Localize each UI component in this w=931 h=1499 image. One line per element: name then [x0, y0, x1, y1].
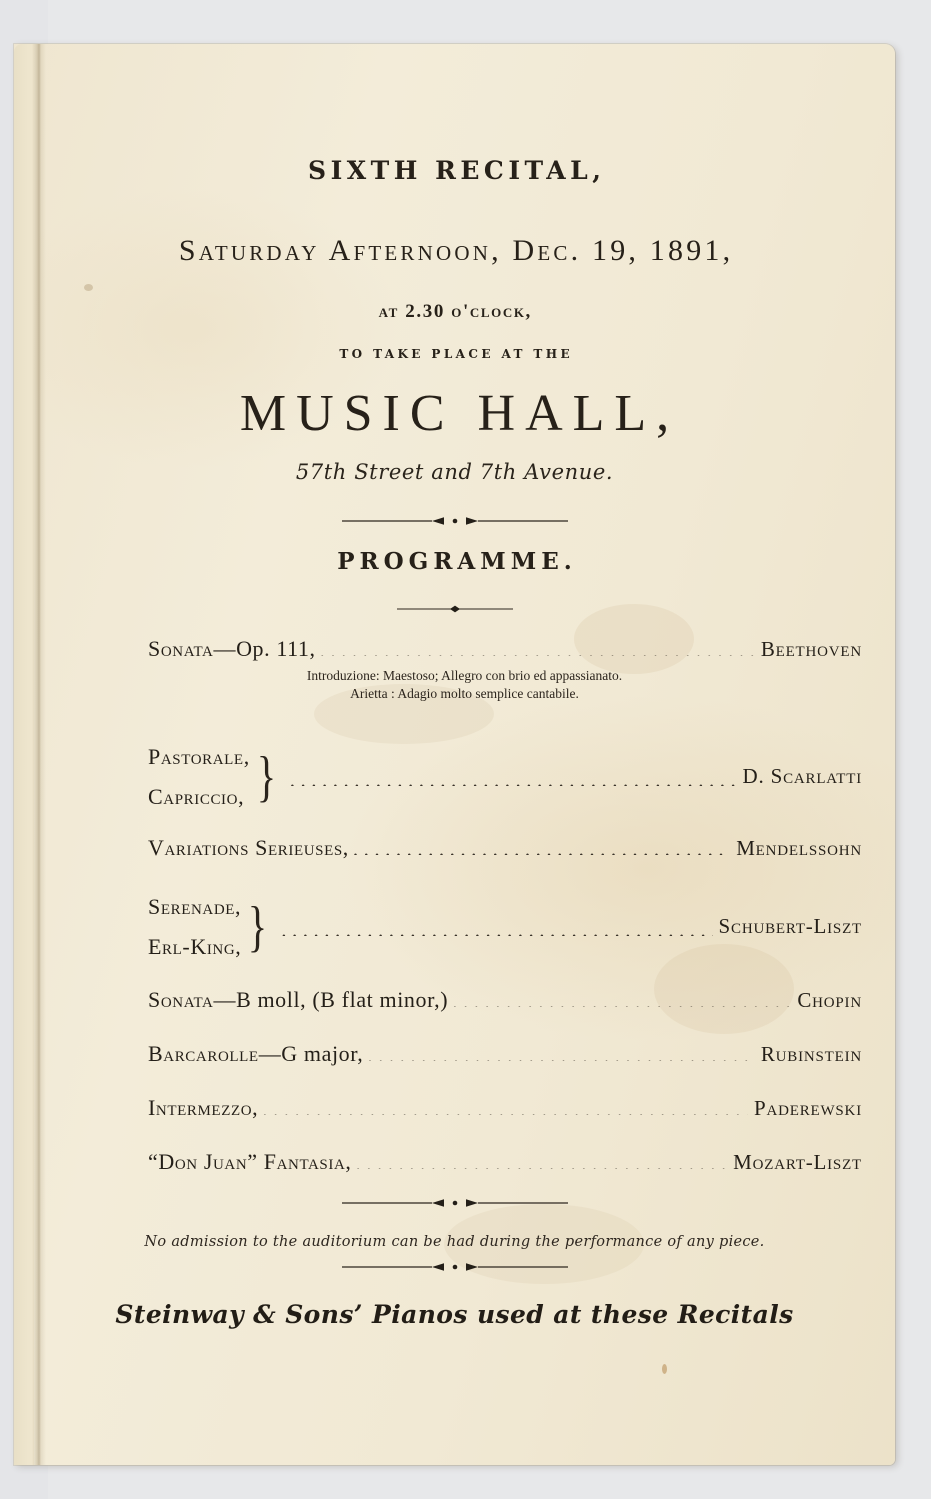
- grouped-piece-titles: [148, 737, 250, 817]
- date-line: Saturday Afternoon, Dec. 19, 1891,: [178, 234, 734, 267]
- programme-entry: [14, 887, 895, 967]
- piece-title: Barcarolle—G major,: [148, 1040, 364, 1066]
- programme-entry: [14, 636, 895, 703]
- programme-entry: [14, 737, 895, 817]
- piece-title: Sonata—B moll, (B flat minor,): [148, 986, 449, 1012]
- piece-title: Pastorale,: [148, 743, 250, 769]
- dot-leader: [452, 991, 791, 1007]
- composer-name: D. Scarlatti: [742, 764, 862, 789]
- composer-name: Paderewski: [753, 1095, 862, 1120]
- piece-detail: —Op. 111,: [213, 636, 316, 661]
- divider-above-note: [14, 1196, 895, 1210]
- take-place-line: TO TAKE PLACE AT THE: [339, 347, 574, 361]
- divider-below-note: [14, 1260, 895, 1274]
- programme-list: [14, 636, 895, 1175]
- dot-leader: [356, 1153, 728, 1169]
- piece-title: Erl-King,: [148, 933, 242, 959]
- movement-line: Arietta : Adagio molto semplice cantabile.: [350, 685, 579, 701]
- composer-name: Schubert-Liszt: [718, 914, 862, 939]
- programme-heading: PROGRAMME.: [337, 548, 577, 575]
- piece-title: “Don Juan” Fantasia,: [148, 1148, 352, 1174]
- admission-note: No admission to the auditorium can be had during the performance of any piece.: [144, 1234, 765, 1250]
- programme-entry: [14, 1095, 895, 1121]
- grouped-piece-titles: [148, 887, 241, 967]
- programme-paper-leaf: [14, 44, 895, 1465]
- grouping-brace-icon: }: [256, 745, 276, 808]
- composer-name: Rubinstein: [760, 1041, 862, 1066]
- programme-entry: [14, 1149, 895, 1175]
- dot-leader: [262, 1099, 748, 1115]
- piece-title: Capriccio,: [148, 783, 245, 809]
- divider-below-programme: [14, 602, 895, 616]
- programme-entry: [14, 987, 895, 1013]
- steinway-credit-line: Steinway & Sons’ Pianos used at these Recitals: [115, 1300, 794, 1329]
- composer-name: Chopin: [797, 987, 862, 1012]
- page-title: SIXTH RECITAL,: [308, 156, 606, 185]
- grouping-brace-icon: }: [248, 895, 268, 958]
- piece-title: Serenade,: [148, 893, 242, 919]
- dot-leader: [353, 839, 730, 855]
- dot-leader: [367, 1045, 754, 1061]
- time-line: at 2.30 o'clock,: [378, 301, 532, 322]
- dot-leader: [281, 920, 712, 936]
- programme-entry: [14, 1041, 895, 1067]
- composer-name: Beethoven: [760, 637, 862, 661]
- piece-title: Sonata—Op. 111,: [148, 636, 316, 661]
- programme-content: [14, 44, 895, 1465]
- divider-above-programme: [14, 514, 895, 528]
- dot-leader: [290, 770, 737, 786]
- dot-leader: [320, 640, 755, 656]
- piece-detail: —G major,: [258, 1040, 364, 1066]
- composer-name: Mozart-Liszt: [733, 1149, 862, 1174]
- venue-name: MUSIC HALL,: [239, 385, 680, 442]
- movement-line: Introduzione: Maestoso; Allegro con brio ed appassianato.: [306, 668, 623, 683]
- piece-title: Variations Serieuses,: [148, 834, 349, 860]
- piece-title: Intermezzo,: [148, 1094, 259, 1120]
- movement-list: [14, 667, 895, 703]
- programme-entry: [14, 835, 895, 861]
- venue-address: 57th Street and 7th Avenue.: [295, 460, 614, 484]
- composer-name: Mendelssohn: [736, 835, 862, 860]
- piece-detail: —B moll, (B flat minor,): [213, 986, 449, 1012]
